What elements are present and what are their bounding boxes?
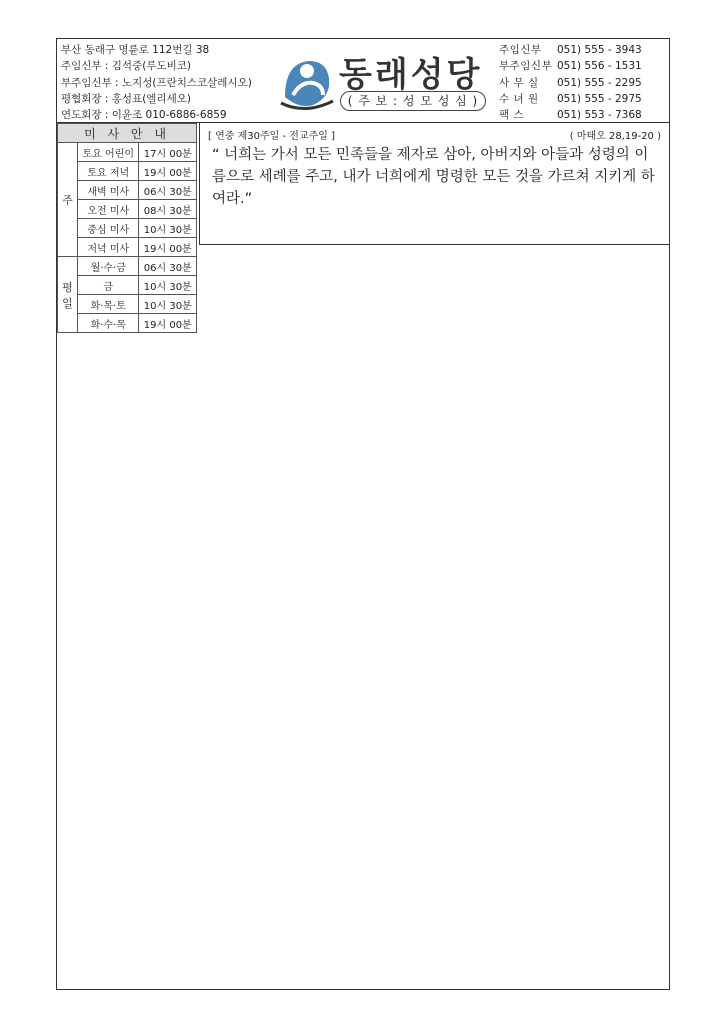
sunday-label: 주 — [58, 143, 78, 257]
gospel-verse — [199, 123, 669, 245]
parish-address: 부산 동래구 명륜로 112번길 38 — [61, 44, 210, 56]
contact-row: 주임신부 051) 555 - 3943 — [499, 44, 642, 56]
left-column — [57, 123, 197, 333]
contact-row: 수 녀 원 051) 555 - 2975 — [499, 92, 642, 105]
parish-name: 동래성당 — [339, 55, 483, 95]
council-president: 평협회장 : 홍성표(엘리세오) — [61, 92, 191, 105]
contact-row: 부주임신부 051) 556 - 1531 — [499, 60, 642, 73]
liturgical-day: [ 연중 제30주일 - 전교주일 ] — [208, 131, 335, 142]
parish-logo-icon — [279, 53, 335, 111]
contact-list — [499, 42, 667, 123]
table-row: 주 토요 어린이 17시 00분 — [58, 143, 197, 162]
memorial-president: 연도회장 : 이윤조 010-6886-6859 — [61, 109, 227, 122]
pastor: 주임신부 : 김석중(루도비코) — [61, 60, 191, 73]
mass-title: 미 사 안 내 — [58, 124, 197, 143]
bulletin-subtitle: ( 주 보 : 성 모 성 심 ) — [340, 91, 486, 111]
table-row: 오전 미사 08시 30분 — [58, 200, 197, 219]
table-row: 금 10시 30분 — [58, 276, 197, 295]
table-row: 평일 월·수·금 06시 30분 — [58, 257, 197, 276]
contact-row: 팩 스 051) 553 - 7368 — [499, 109, 642, 122]
contact-row: 사 무 실 051) 555 - 2295 — [499, 76, 642, 89]
table-row: 화·목·토 10시 30분 — [58, 295, 197, 314]
assistant-pastor: 부주임신부 : 노지성(프란치스코살레시오) — [61, 76, 252, 89]
mass-schedule-table — [57, 123, 197, 333]
table-row: 화·수·목 19시 00분 — [58, 314, 197, 333]
verse-text: “ 너희는 가서 모든 민족들을 제자로 삼아, 아버지와 아들과 성령의 이름으로 세례를 주고, 내가 너희에게 명령한 모든 것을 가르쳐 지키게 하여라.” — [212, 147, 655, 207]
header — [57, 39, 669, 123]
table-row: 새벽 미사 06시 30분 — [58, 181, 197, 200]
table-row: 저녁 미사 19시 00분 — [58, 238, 197, 257]
bulletin-page — [56, 38, 670, 990]
parish-info — [61, 42, 291, 123]
table-row: 중심 미사 10시 30분 — [58, 219, 197, 238]
verse-reference: ( 마태오 28,19-20 ) — [569, 131, 661, 142]
weekday-label: 평일 — [58, 257, 78, 333]
table-row: 토요 저녁 19시 00분 — [58, 162, 197, 181]
